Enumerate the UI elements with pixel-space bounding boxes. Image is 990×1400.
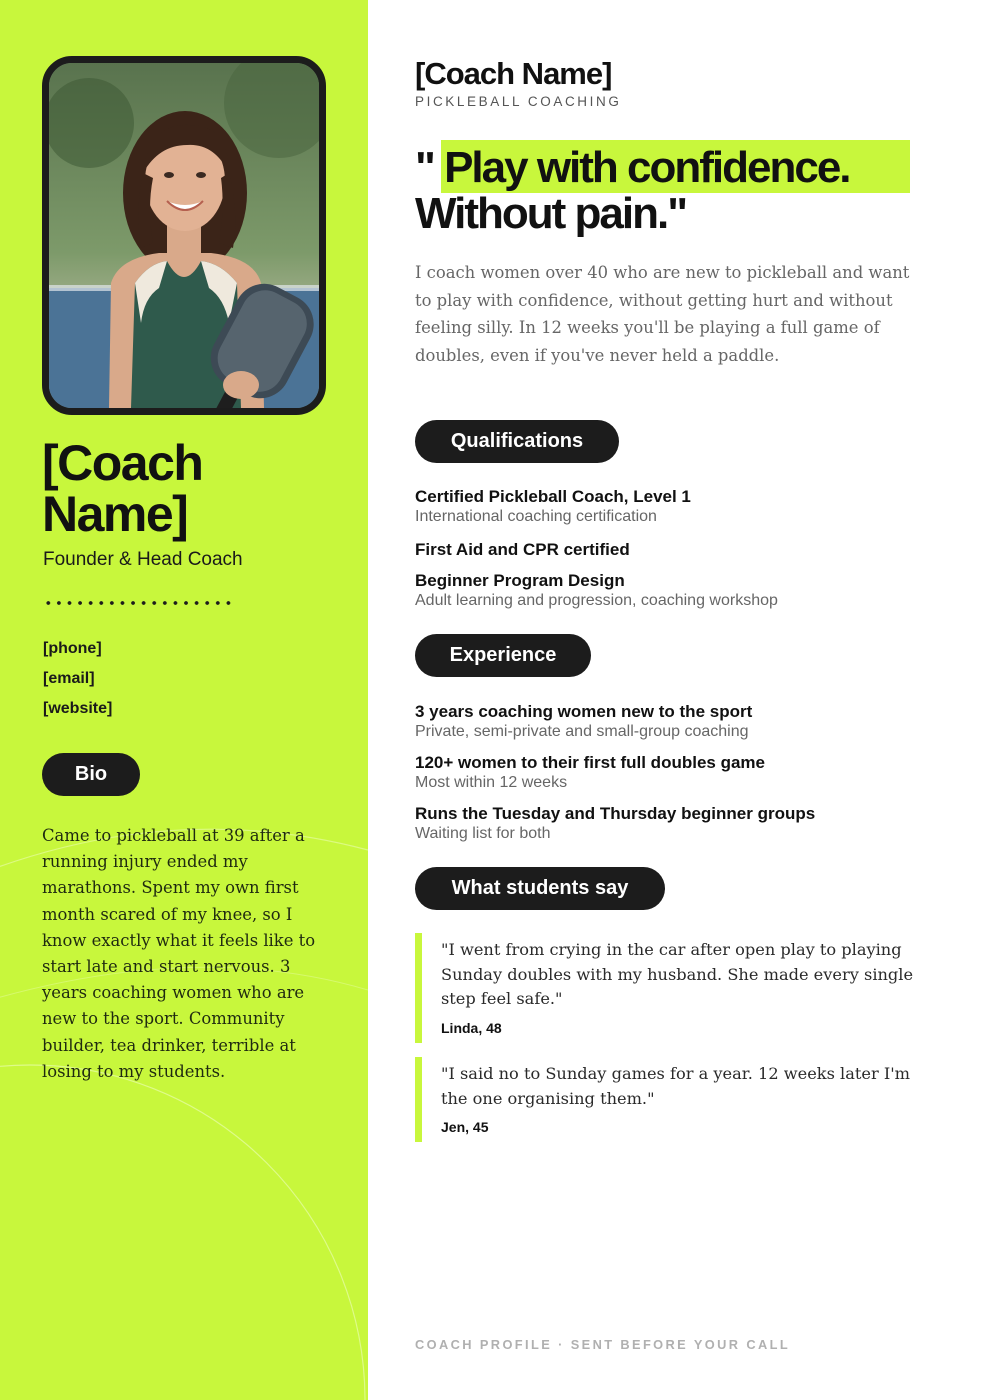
qualification-title: First Aid and CPR certified: [415, 540, 630, 559]
phone-contact[interactable]: [phone]: [43, 640, 102, 657]
qualification-detail: International coaching certification: [415, 508, 657, 525]
experience-title: Runs the Tuesday and Thursday beginner groups: [415, 804, 816, 823]
coach-role: Founder & Head Coach: [43, 549, 243, 570]
sidebar: [0, 0, 368, 1400]
qualification-title: Certified Pickleball Coach, Level 1: [415, 487, 691, 506]
website-contact[interactable]: [website]: [43, 700, 113, 717]
qualification-title: Beginner Program Design: [415, 571, 625, 590]
experience-title: 3 years coaching women new to the sport: [415, 702, 753, 721]
qualification-detail: Adult learning and progression, coaching workshop: [415, 592, 778, 609]
experience-heading: Experience: [415, 634, 591, 677]
quote-accent-bar: [415, 1057, 422, 1142]
headline-line-2: Without pain.": [415, 189, 687, 238]
testimonial-quote: "I went from crying in the car after open play to playing Sunday doubles with my husband. She made every single step feel safe.": [441, 940, 914, 1008]
email-contact[interactable]: [email]: [43, 670, 95, 687]
header-subtitle: PICKLEBALL COACHING: [415, 94, 622, 109]
dotted-divider: [43, 600, 233, 606]
header-name: [Coach Name]: [415, 56, 612, 91]
bio-heading: Bio: [42, 753, 140, 796]
qualifications-heading: Qualifications: [415, 420, 619, 463]
experience-detail: Most within 12 weeks: [415, 774, 568, 791]
coach-name: [Coach Name]: [42, 435, 203, 542]
testimonial-author: Linda, 48: [441, 1020, 502, 1036]
footer-note: COACH PROFILE · SENT BEFORE YOUR CALL: [415, 1337, 791, 1352]
quote-accent-bar: [415, 933, 422, 1043]
experience-detail: Waiting list for both: [415, 825, 551, 842]
coach-photo: [42, 56, 326, 415]
testimonial-quote: "I said no to Sunday games for a year. 12 weeks later I'm the one organising them.": [441, 1064, 911, 1108]
testimonial-author: Jen, 45: [441, 1119, 489, 1135]
bio-text: Came to pickleball at 39 after a running injury ended my marathons. Spent my own first month scared of my knee, so I know exactly what it feels like to start late and start nervous. 3 years coaching women who are new to the sport. Community builder, tea drinker, terrible at losing to my students.: [42, 826, 316, 1081]
headline-line-1: " Play with confidence.: [415, 143, 850, 192]
experience-title: 120+ women to their first full doubles game: [415, 753, 765, 772]
experience-detail: Private, semi-private and small-group coaching: [415, 723, 749, 740]
intro-text: I coach women over 40 who are new to pickleball and want to play with confidence, without getting hurt and without feeling silly. In 12 weeks you'll be playing a full game of doubles, even if you've never held a paddle.: [415, 263, 910, 365]
testimonials-heading: What students say: [415, 867, 665, 910]
